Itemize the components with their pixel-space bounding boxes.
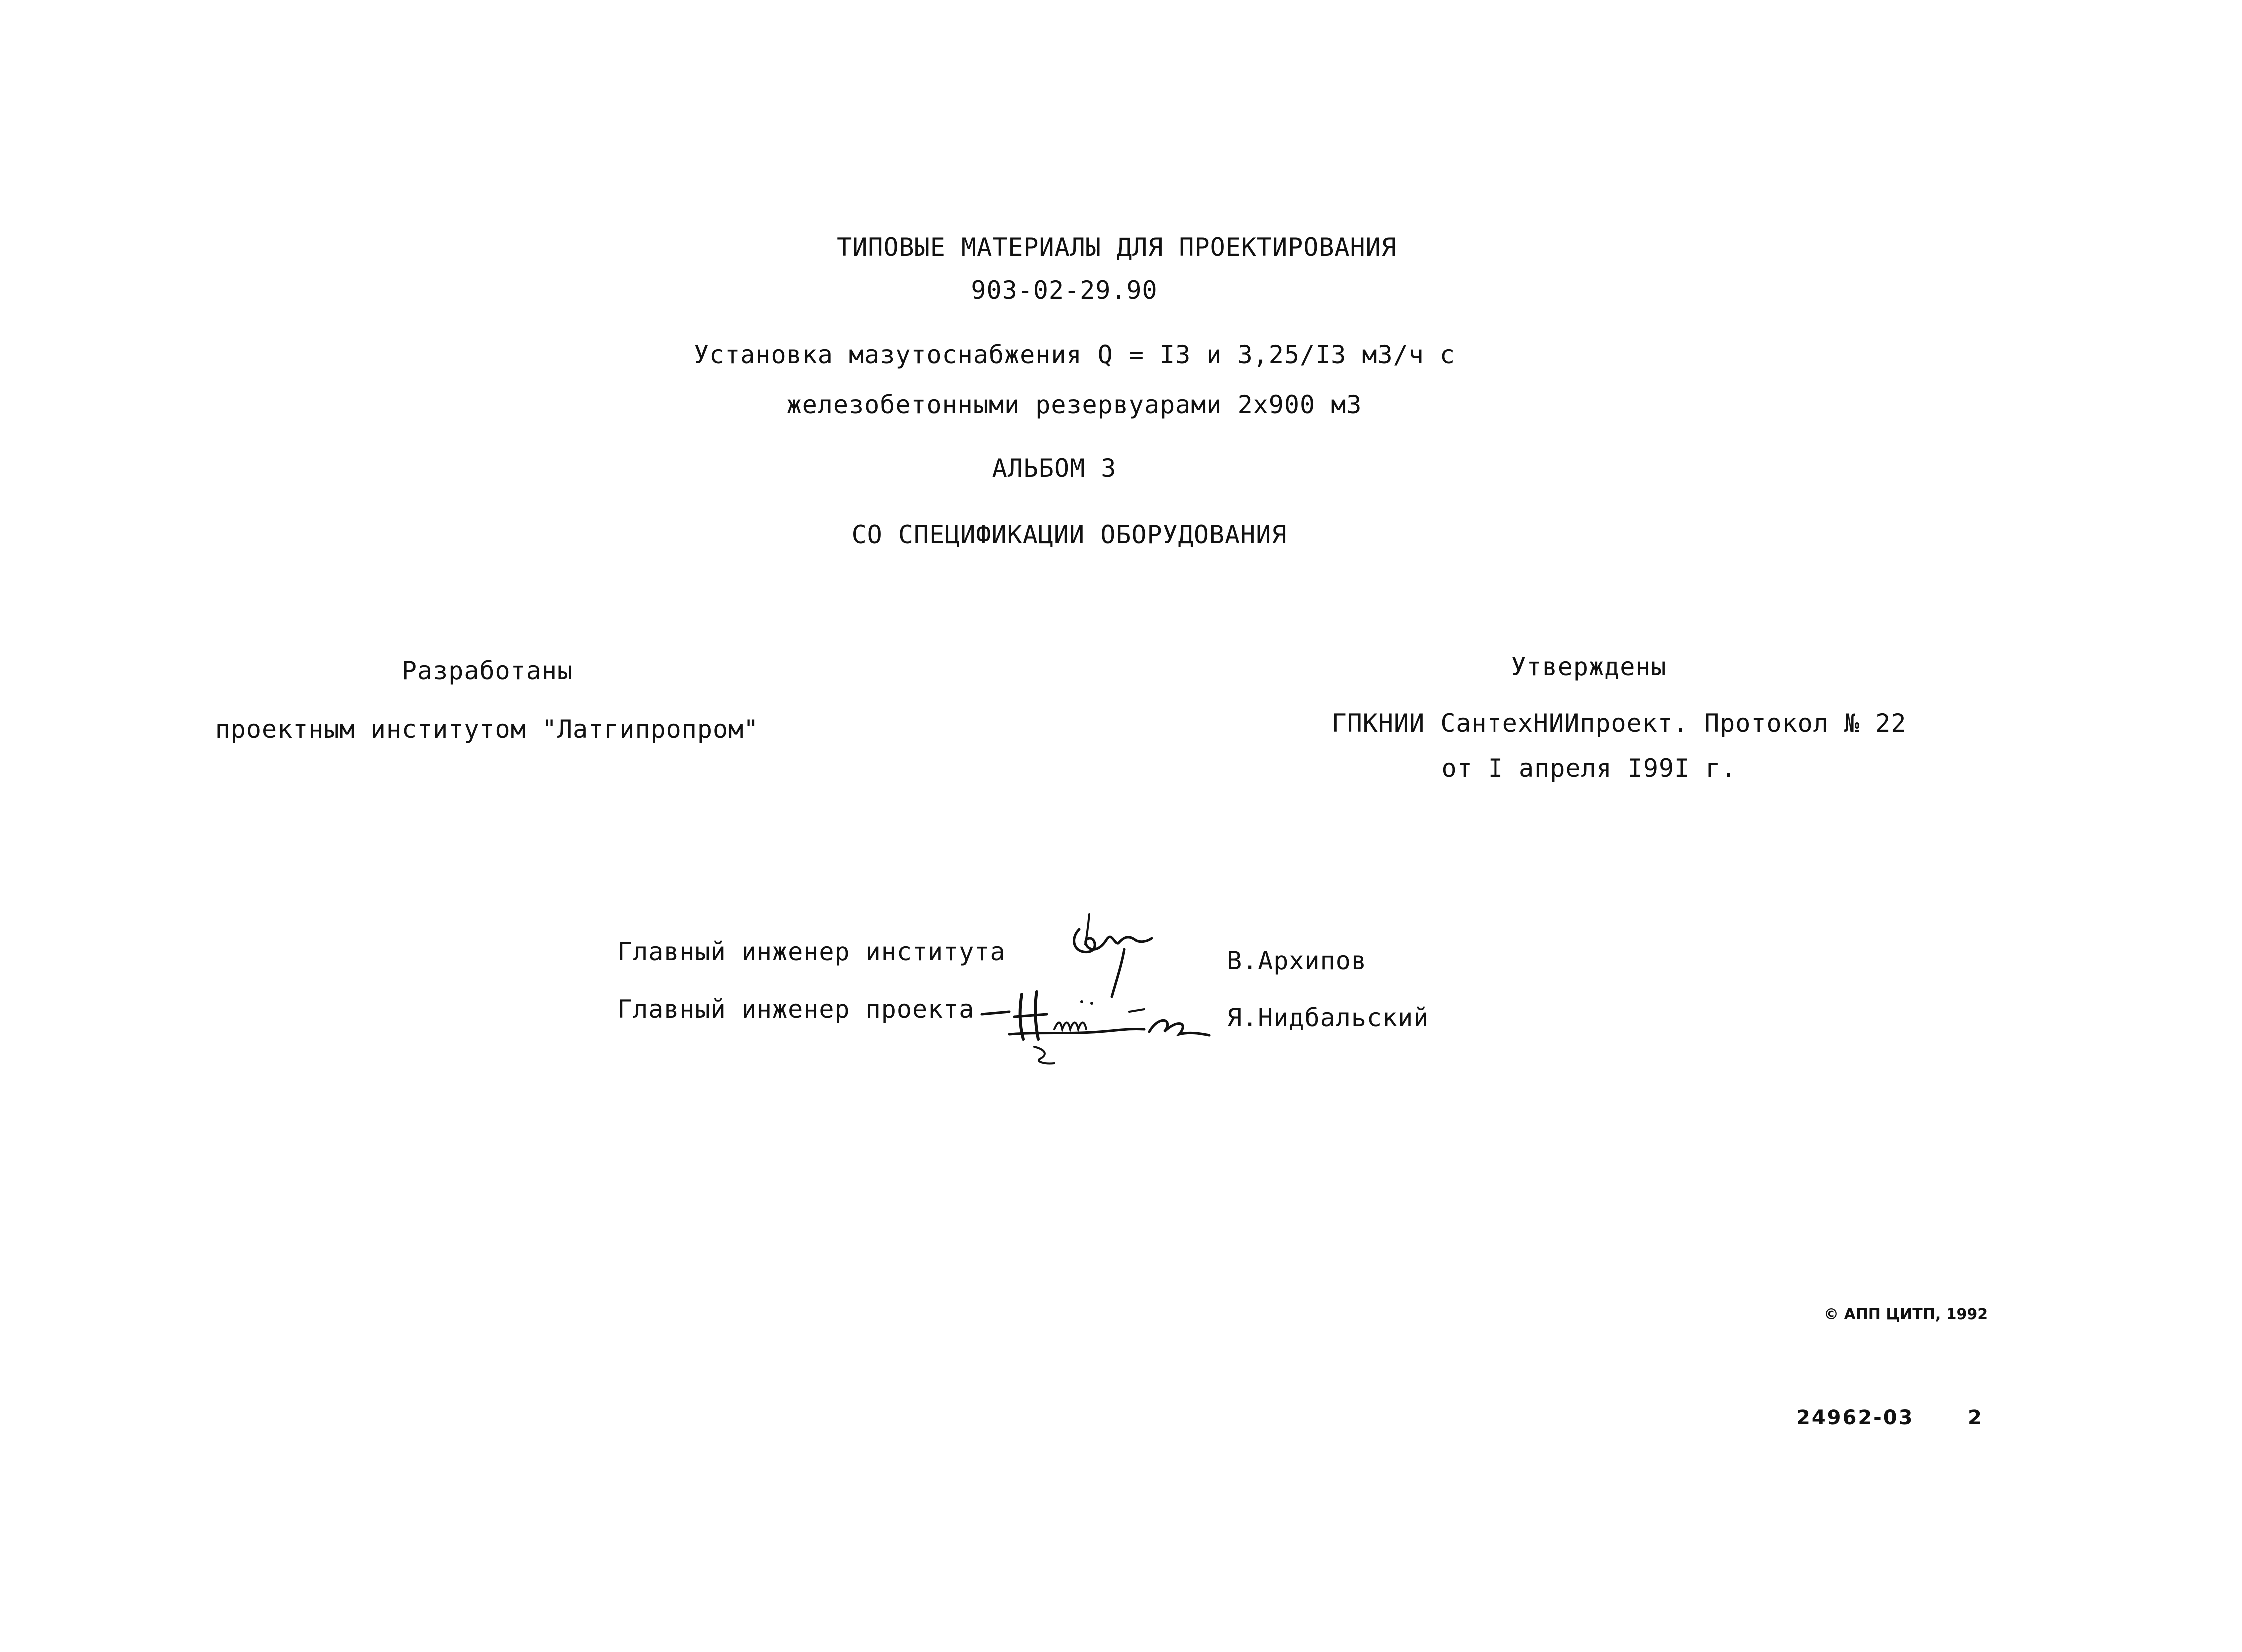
subject-line-2: железобетонными резервуарами 2х900 м3 xyxy=(786,390,1362,419)
approval-date: от I апреля I99I г. xyxy=(1441,754,1737,783)
signature-name-2: Я.Нидбальский xyxy=(1227,1003,1429,1032)
copyright: © АПП ЦИТП, 1992 xyxy=(1824,1306,1988,1323)
signature-role-1: Главный инженер института xyxy=(617,937,1006,966)
document-number: 24962-03 xyxy=(1796,1406,1914,1429)
approved-by: ГПКНИИ СантехНИИпроект. Протокол № 22 xyxy=(1331,709,1907,738)
album-label: АЛЬБОМ 3 xyxy=(992,454,1117,483)
subject-line-1: Установка мазутоснабжения Q = I3 и 3,25/I3 м3/ч с xyxy=(693,340,1456,369)
signature-name-1: В.Архипов xyxy=(1227,946,1367,975)
series-number: 903-02-29.90 xyxy=(971,276,1158,305)
developed-label: Разработаны xyxy=(401,656,573,685)
approved-label: Утверждены xyxy=(1511,652,1667,681)
section-title: СО СПЕЦИФИКАЦИИ ОБОРУДОВАНИЯ xyxy=(851,520,1287,549)
series-title: ТИПОВЫЕ МАТЕРИАЛЫ ДЛЯ ПРОЕКТИРОВАНИЯ xyxy=(837,233,1397,262)
signature-role-2: Главный инженер проекта xyxy=(617,995,975,1024)
signature-2-scribble xyxy=(979,984,1214,1074)
developed-by: проектным институтом "Латгипропром" xyxy=(215,715,759,744)
page-number: 2 xyxy=(1968,1406,1982,1429)
